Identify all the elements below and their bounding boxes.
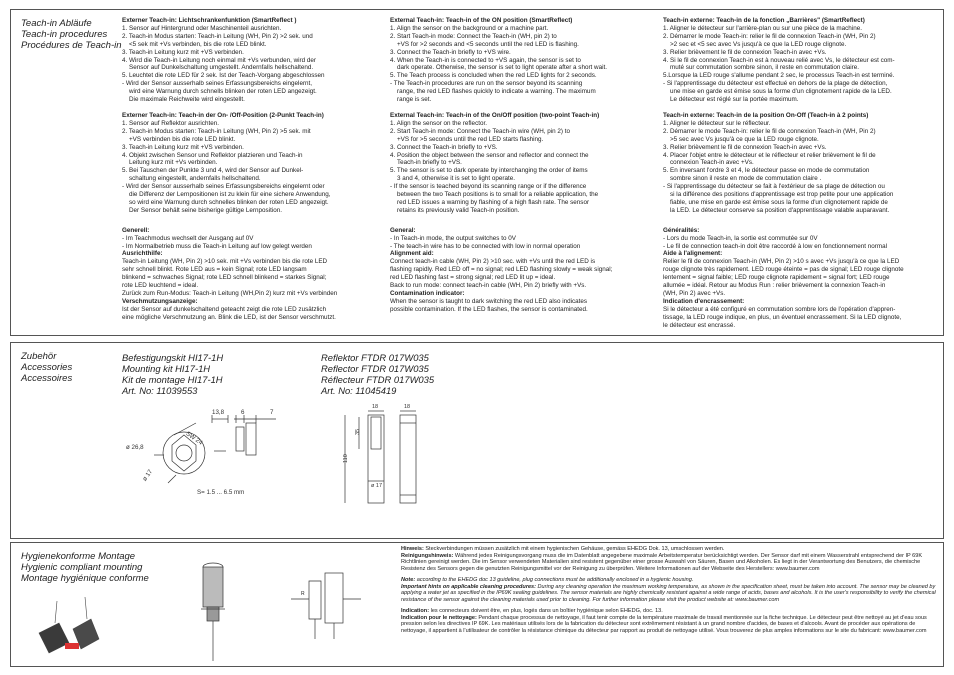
text-line: 2. Teach-in Modus starten: Teach-in Leitung (WH, Pin 2) >2 sek. und [122, 32, 313, 40]
section-heading: Généralités: [663, 226, 700, 234]
note-label: Indication pour le nettoyage: [401, 614, 477, 621]
text-line: 4. Position the object between the sensor and reflector and connect the [390, 151, 589, 159]
hygiene-title: Hygienekonforme Montage Hygienic compliant mounting Montage hygiénique conforme [21, 551, 149, 584]
sensor-photo-1 [39, 623, 69, 653]
text-line: possible contamination. If the LED flashes, the sensor is contaminated. [390, 305, 588, 313]
text-line: flashing rapidly. Red LED off = no signal; red LED flashing slowly = weak signal; [390, 266, 613, 274]
reflector-dim-w1: 18 [372, 404, 379, 410]
text-line: 4. Wird die Teach-in Leitung noch einmal mit +Vs verbunden, wird der [122, 56, 316, 64]
reflector-dim-dia: ø 17 [371, 483, 383, 489]
text-line: sehr schnell blinkt. Rote LED aus = kein Signal; rote LED langsam [122, 266, 307, 274]
note-label: Hinweis: [401, 546, 424, 552]
reflector-front [368, 415, 384, 503]
text-line: 5. The Teach process is concluded when the red LED lights for 2 seconds. [390, 72, 597, 80]
teachin-section [663, 227, 941, 251]
text-line: <5 sek mit +Vs verbinden, bis die rote LED blinkt. [129, 40, 267, 48]
mount-dim-w: 13,8 [212, 409, 225, 416]
text-line: so wird eine Warnung durch schnelles blinken der roten LED angezeigt. [129, 198, 329, 206]
hygiene-notes [401, 546, 941, 639]
text-line: Teach-in briefly to +VS. [397, 159, 462, 167]
hygiene-note [401, 553, 941, 573]
teachin-section [663, 250, 941, 297]
accessories-title: Zubehör Accessories Accessoires [21, 351, 73, 384]
mount-dim-t: 7 [270, 409, 274, 416]
hygiene-sensor-drawing [191, 549, 391, 667]
text-line: eine mögliche Verschmutzung an. Blink die LED, ist der Sensor verschmutzt. [122, 313, 336, 321]
reflector-window [371, 417, 381, 449]
text-line: la LED. Le détecteur conserve sa position d'apprentissage valable auparavant. [670, 206, 890, 214]
text-line: Relier le fil de connexion Teach-in (WH, Pin 2) >10 s avec +Vs jusqu'à ce que la LED [663, 258, 900, 266]
section-heading: External Teach-in: Teach-in of the On/Off position (two-point Teach-in) [390, 111, 600, 119]
reflector-side [400, 415, 416, 503]
teachin-section [122, 250, 387, 297]
text-line: Sensor auf Dunkelschaltung umgestellt. Andernfalls hellschaltend. [129, 64, 314, 72]
teachin-section [122, 227, 387, 251]
section-heading: Indication d'encrassement: [663, 297, 745, 305]
text-line: - Si l'apprentissage du détecteur se fait à l'extérieur de sa plage de détection ou [663, 183, 885, 191]
reflector-dim-w2: 18 [404, 404, 411, 410]
text-line: 5. The sensor is set to dark operate by interchanging the order of items [390, 167, 588, 175]
teachin-section [390, 227, 658, 251]
text-line: 4. Si le fil de connexion Teach-in est à nouveau relié avec Vs, le détecteur est com- [663, 56, 895, 64]
text-line: Teach-in Leitung (WH, Pin 2) >10 sek. mit +Vs verbinden bis die rote LED [122, 258, 328, 266]
reflector-title: Reflektor FTDR 017W035 Reflector FTDR 017W035 Réflecteur FTDR 017W035 Art. No: 11045419 [321, 352, 435, 396]
text-line: rouge clignote très rapidement. LED rouge éteinte = pas de signal; LED rouge clignote [663, 266, 904, 274]
text-line: range, the red LED flashes quickly to indicate a warning. The maximum [397, 88, 596, 96]
text-line: - Wird der Sensor ausserhalb seines Erfassungsbereichs eingelernt oder [122, 183, 325, 191]
side-view-nut [246, 423, 256, 455]
teachin-column-de [122, 17, 387, 322]
text-line: Ist der Sensor auf dunkelschaltend geteacht zeigt die rote LED zusätzlich [122, 305, 327, 313]
text-line: 1. Aligner le détecteur sur le réflecteur. [663, 119, 771, 127]
teachin-section [122, 17, 387, 104]
text-line: - The teach-in wire has to be connected with low in normal operation [390, 242, 581, 250]
section-heading: General: [390, 226, 416, 234]
section-heading: Externer Teach-in: Lichtschrankenfunktion (SmartReflect ) [122, 17, 297, 24]
teachin-panel [10, 9, 944, 336]
text-line: 3. Relier brièvement le fil de connexion Teach-in avec +Vs. [663, 48, 827, 56]
section-heading: Alignment aid: [390, 250, 434, 258]
text-line: muté sur commutation sombre sinon, il reste en commutation claire. [670, 64, 859, 72]
note-text: Während jedes Reinigungsvorgang muss die im Datenblatt angegebene maximale Arbeitstemperatur berücksichtigt werden. Der Sensor darf mit einem Wasserstrahl entsprechend der IP 69K Richtlinien gereinigt werden. Die im Sensor verwendeten Materialien sind resistent gegenüber einer grosse Auswahl von Säuren, Basen und Alkoholen. Es liegt in der Verantwortung des Benutzers, die chemische Resistenz des Sensors gegen die genutzten Reinigungsmittel vor der Reinigung zu überprüfen. Weitere Informationen auf der Webseite des Herstellers: www.baumer.com [401, 552, 923, 572]
text-line: - Le fil de connection teach-in doit être raccordé à low en fonctionnement normal [663, 242, 888, 250]
text-line: 5. En inversant l'ordre 3 et 4, le détecteur passe en mode de commutation [663, 167, 870, 175]
text-line: - Im Normalbetrieb muss die Teach-in Leitung auf low gelegt werden [122, 242, 312, 250]
text-line: 1. Sensor auf Hintergrund oder Maschinenteil ausrichten. [122, 24, 282, 32]
note-label: Indication: [401, 608, 430, 614]
text-line: range is set. [397, 96, 432, 104]
text-line: wird eine Warnung durch schnells blinken der roten LED angezeigt. [129, 88, 317, 96]
teachin-title: Teach-in Abläufe Teach-in procedures Procédures de Teach-in [21, 18, 122, 51]
sensor-body [203, 567, 223, 607]
text-line: +VS verbinden bis die rote LED blinkt. [129, 135, 236, 143]
teachin-section [663, 112, 941, 215]
text-line: connexion Teach-in avec +Vs. [670, 159, 754, 167]
teachin-column-en [390, 17, 658, 314]
accessories-panel [10, 342, 944, 539]
sensor-side [325, 573, 343, 623]
led-indicator [65, 643, 79, 649]
text-line: red LED flashing fast = strong signal; red LED lit up = ideal. [390, 274, 556, 282]
hygiene-dim-label: R [301, 591, 305, 597]
text-line: 5.Lorsque la LED rouge s'allume pendant 2 sec, le processus Teach-in est terminé. [663, 72, 895, 80]
text-line: sombre sinon il reste en mode de commutation claire . [670, 175, 822, 183]
text-line: allumée = idéal. Retour au Modus Run : relier brièvement la connexion Teach-in [663, 282, 886, 290]
text-line: 1. Sensor auf Reflektor ausrichten. [122, 119, 219, 127]
text-line: 2. Start Teach-in mode: Connect the Teach-in (WH, pin 2) to [390, 32, 557, 40]
teachin-column-fr [663, 17, 941, 330]
section-heading: Teach-in externe: Teach-in de la fonction „Barrières" (SmartReflect) [663, 17, 865, 24]
text-line: lentement = signal faible; LED rouge clignote rapidement = signal fort; LED rouge [663, 274, 890, 282]
text-line: Connect teach-in cable (WH, Pin 2) >10 sec. with +Vs until the red LED is [390, 258, 596, 266]
text-line: die Differenz der Lernpositionen ist zu klein für eine sichere Anwendung, [129, 191, 331, 199]
text-line: dark operate. Otherwise, the sensor is set to light operate after a short wait. [397, 64, 608, 72]
text-line: tissage, la LED rouge indique, en plus, un éventuel encrassement. Si la LED clignote, [663, 313, 902, 321]
text-line: rote LED leuchtend = ideal. [122, 282, 199, 290]
hygiene-panel [10, 542, 944, 667]
hygiene-note [401, 615, 941, 635]
text-line: 4. Placer l'objet entre le détecteur et le réflecteur et relier brièvement le fil de [663, 151, 876, 159]
text-line: Leitung kurz mit +Vs verbinden. [129, 159, 218, 167]
text-line: Zurück zum Run-Modus: Teach-in Leitung (WH,Pin 2) kurz mit +Vs verbinden [122, 290, 338, 297]
text-line: Die maximale Reichweite wird eingestellt. [129, 96, 245, 104]
teachin-section [390, 112, 658, 215]
hygiene-photo-small [29, 593, 109, 661]
section-heading: Externer Teach-in: Teach-in der On- /Off-Position (2-Punkt Teach-in) [122, 111, 324, 119]
text-line: - Lors du mode Teach-in, la sortie est commutée sur 0V [663, 234, 818, 242]
mounting-kit-title: Befestigungskit HI17-1H Mounting kit HI17-1H Kit de montage HI17-1H Art. No: 11039553 [122, 352, 224, 396]
text-line: (WH, Pin 2) avec +Vs. [663, 290, 726, 297]
side-view-plate [236, 427, 244, 451]
text-line: >2 sec et <5 sec avec Vs jusqu'à ce que la LED rouge clignote. [670, 40, 847, 48]
mount-dim-s: S= 1.5 ... 6.5 mm [197, 489, 245, 496]
text-line: 3. Connect the Teach-in briefly to +VS wire. [390, 48, 511, 56]
bracket-left [309, 581, 321, 619]
hygiene-note [401, 584, 941, 604]
text-line: 1. Align the sensor on the reflector. [390, 119, 487, 127]
mount-dim-dia: ø 26,8 [126, 444, 144, 451]
teachin-section [122, 112, 387, 215]
mount-dim-d: 6 [241, 409, 245, 416]
text-line: fiable, une mise en garde est émise sous la forme d'un clignotement rapide de [670, 198, 888, 206]
text-line: 1. Align the sensor on the background or a machine part. [390, 24, 549, 32]
note-label: Note: [401, 577, 416, 583]
text-line: +VS for >2 seconds and <5 seconds until the red LED is flashing. [397, 40, 579, 48]
mount-dim-hole: ø 17 [141, 468, 155, 483]
note-text: les connecteurs doivent être, en plus, logés dans un boîtier hygiénique selon EHEDG, doc. 13. [429, 608, 663, 614]
section-heading: External Teach-in: Teach-in of the ON position (SmartReflect) [390, 17, 573, 24]
reflector-dim-h: 110 [343, 454, 349, 463]
section-heading: Verschmutzungsanzeige: [122, 297, 198, 305]
text-line: 3. Relier brièvement le fil de connexion Teach-in avec +Vs. [663, 143, 827, 151]
teachin-section [663, 17, 941, 104]
reflector-drawing [337, 403, 457, 533]
text-line: - The Teach-in procedures are run on the sensor beyond its scanning [390, 80, 583, 88]
text-line: 2. Start Teach-in mode: Connect the Teach-in wire (WH, pin 2) to [390, 127, 571, 135]
text-line: 5. Leuchtet die rote LED für 2 sek. Ist der Teach-Vorgang abgeschlossen [122, 72, 325, 80]
note-label: Reinigungshinweis: [401, 552, 454, 559]
note-text: Pendant chaque processus de nettoyage, il faut tenir compte de la température maximale de travail mentionnée sur la fiche technique. Le détecteur peut être nettoyé au jet d'eau sous pression selon les directives IP 69K. Les matériaux utilisés lors de la fabrication du détecteur sont extrêmement résistant à un grand nombre d'acides, de bases et d'alcools. Avant de procéder aux opérations de nettoyage, il appartient à l'utilisateur de contrôler la résistance chimique du détecteur par rapport au produit de nettoyage utilisé. Vous trouverez de plus amples informations sur le site du fabricant: www.baumer.com [401, 614, 927, 634]
text-line: Le détecteur est réglé sur la portée maximum. [670, 96, 799, 104]
text-line: - Im Teachmodus wechselt der Ausgang auf 0V [122, 234, 254, 242]
text-line: +VS for >5 seconds until the red LED starts flashing. [397, 135, 544, 143]
text-line: 2. Teach-in Modus starten: Teach-in Leitung (WH, Pin 2) >5 sek. mit [122, 127, 311, 135]
text-line: 3 and 4, otherwise it is set to light operate. [397, 175, 515, 183]
section-heading: Teach-in externe: Teach-in de la position On-Off (Teach-in à 2 points) [663, 111, 869, 119]
text-line: 3. Teach-in Leitung kurz mit +VS verbinden. [122, 48, 244, 56]
text-line: schaltung eingestellt, andernfalls hellschaltend. [129, 175, 261, 183]
text-line: 2. Démarrer le mode Teach-in: relier le fil de connexion Teach-in (WH, Pin 2) [663, 127, 876, 135]
text-line: red LED issues a warning by flashing of a high flash rate. The sensor [397, 198, 590, 206]
text-line: retains its previously valid Teach-in position. [397, 206, 520, 214]
teachin-section [663, 298, 941, 330]
section-heading: Aide à l'alignement: [663, 250, 723, 258]
text-line: le détecteur est encrassé. [663, 321, 736, 329]
text-line: 4. Objekt zwischen Sensor und Reflektor platzieren und Teach-in [122, 151, 303, 159]
text-line: Si le détecteur a été configuré en commutation sombre lors de l'opération d'appren- [663, 305, 896, 313]
text-line: - If the sensor is teached beyond its scanning range or if the difference [390, 183, 587, 191]
text-line: When the sensor is taught to dark switching the red LED also indicates [390, 297, 588, 305]
note-text: During any cleaning operation the maximum working temperature, as shown in the specification sheet, must be taken into account. The sensor may be cleaned by applying a water jet as specified in the IP69K sealing guidelines. The sensor materials are highly chemically resistant against a wide range of acids, bases and alcohols. It is the user's responsibility to verify the chemical resistance of the sensor against the cleaning materials used prior to cleaning. For further information please visit the product website at: www.baumer.com [401, 583, 936, 603]
text-line: - In Teach-in mode, the output switches to 0V [390, 234, 516, 242]
text-line: 4. When the Teach-in is connected to +VS again, the sensor is set to [390, 56, 581, 64]
text-line: - Si l'apprentissage du détecteur est effectué en dehors de la plage de détection, [663, 80, 888, 88]
text-line: 2. Démarrer le mode Teach-in: relier le fil de connexion Teach-in (WH, Pin 2) [663, 32, 876, 40]
teachin-section [122, 298, 387, 322]
text-line: >5 sec avec Vs jusqu'à ce que la LED rouge clignote. [670, 135, 819, 143]
note-text: according to the EHEDG doc 13 guideline, plug connections must be additionally enclosed in a hygienic housing. [415, 577, 694, 583]
teachin-section [390, 250, 658, 290]
mount-dim-key: SW 24 [184, 430, 204, 447]
text-line: 5. Bei Tauschen der Punkte 3 und 4, wird der Sensor auf Dunkel- [122, 167, 304, 175]
section-heading: Generell: [122, 226, 150, 234]
text-line: Der Sensor behält seine bisherige gültige Lernposition. [129, 206, 282, 214]
text-line: 3. Teach-in Leitung kurz mit +VS verbinden. [122, 143, 244, 151]
note-text: Steckverbindungen müssen zusätzlich mit einem hygienischen Gehäuse, gemäss EHEDG Dok. 13, umschlossen werden. [423, 546, 725, 552]
section-heading: Contamination indicator: [390, 290, 465, 297]
text-line: une mise en garde est émise sous la forme d'un clignotement rapide de la LED. [670, 88, 892, 96]
text-line: blinkend = schwaches Signal; rote LED schnell blinkend = starkes Signal; [122, 274, 327, 282]
hole-circle [176, 445, 192, 461]
text-line: - Wird der Sensor ausserhalb seines Erfassungsbereichs eingelernt, [122, 80, 313, 88]
note-label: Important hints on applicable cleaning procedures: [401, 583, 536, 590]
teachin-section [390, 17, 658, 104]
text-line: Back to run mode: connect teach-in cable (WH, Pin 2) briefly with +Vs. [390, 282, 587, 290]
reflector-dim-inner: 35 [355, 428, 361, 435]
text-line: si la différence des positions d'apprentissage est trop petite pour une application [670, 191, 894, 199]
text-line: 3. Connect the Teach-in briefly to +VS. [390, 143, 498, 151]
teachin-section [390, 290, 658, 314]
text-line: 1. Aligner le détecteur sur l'arrière-plan ou sur une pièce de la machine. [663, 24, 862, 32]
text-line: between the two Teach positions is to small for a reliable application, the [397, 191, 599, 199]
section-heading: Ausrichthilfe: [122, 250, 163, 258]
